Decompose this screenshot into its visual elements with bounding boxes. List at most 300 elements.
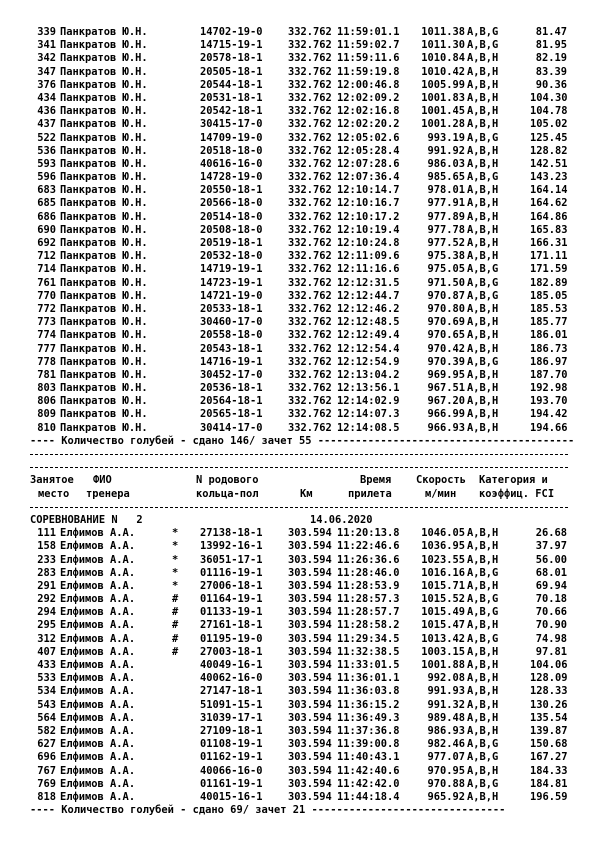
- table-row: [0, 356, 600, 369]
- cell-km: 332.762: [288, 355, 332, 368]
- cell-fci: 70.66: [535, 606, 567, 619]
- cell-place: 712: [37, 250, 56, 263]
- cell-ring: 01116-19-1: [200, 566, 263, 579]
- cell-speed: 992.08: [427, 672, 465, 685]
- table-row: [0, 778, 600, 791]
- cell-name: Панкратов Ю.Н.: [60, 171, 148, 184]
- cell-cat: A,B,H: [467, 672, 499, 685]
- section-1-table: [0, 26, 600, 435]
- table-row: [0, 237, 600, 250]
- cell-km: 332.762: [288, 316, 332, 329]
- table-row: [0, 791, 600, 804]
- header-place: Занятое: [30, 474, 74, 487]
- cell-name: Елфимов А.А.: [60, 659, 136, 671]
- cell-place: 683: [37, 184, 56, 197]
- cell-cat: A,B,H: [467, 408, 499, 421]
- cell-ring: 13992-16-1: [200, 540, 263, 553]
- cell-time: 11:44:18.4: [337, 790, 400, 803]
- cell-km: 303.594: [288, 540, 332, 553]
- cell-ring: 14702-19-0: [200, 26, 263, 38]
- cell-cat: A,B,G: [467, 131, 499, 144]
- cell-ring: 40049-16-1: [200, 659, 263, 671]
- cell-place: 761: [37, 276, 56, 289]
- cell-fci: 150.68: [530, 738, 568, 751]
- cell-km: 332.762: [288, 329, 332, 342]
- cell-fci: 69.94: [535, 579, 567, 592]
- cell-name: Панкратов Ю.Н.: [60, 197, 148, 210]
- cell-fci: 130.26: [530, 698, 568, 711]
- cell-speed: 993.19: [427, 131, 465, 144]
- cell-fci: 196.59: [530, 790, 568, 803]
- table-row: [0, 329, 600, 342]
- cell-time: 12:10:17.2: [337, 210, 400, 223]
- cell-place: 295: [37, 619, 56, 632]
- cell-km: 332.762: [288, 52, 332, 65]
- cell-speed: 978.01: [427, 184, 465, 197]
- cell-time: 11:28:46.0: [337, 566, 400, 579]
- cell-km: 332.762: [288, 368, 332, 381]
- cell-name: Елфимов А.А.: [60, 540, 136, 553]
- cell-km: 332.762: [288, 289, 332, 302]
- cell-speed: 1010.42: [421, 65, 465, 78]
- cell-cat: A,B,H: [467, 645, 499, 658]
- cell-time: 12:12:31.5: [337, 276, 400, 289]
- cell-km: 303.594: [288, 645, 332, 658]
- cell-place: 522: [37, 131, 56, 144]
- cell-name: Панкратов Ю.Н.: [60, 289, 148, 302]
- cell-time: 11:28:53.9: [337, 579, 400, 592]
- cell-time: 11:32:38.5: [337, 645, 400, 658]
- cell-fci: 167.27: [530, 751, 568, 764]
- cell-km: 303.594: [288, 790, 332, 803]
- cell-cat: A,B,H: [467, 52, 499, 65]
- cell-fci: 97.81: [535, 645, 567, 658]
- table-row: [0, 685, 600, 698]
- cell-fci: 192.98: [530, 382, 568, 395]
- cell-time: 11:59:02.7: [337, 39, 400, 52]
- cell-km: 303.594: [288, 764, 332, 777]
- cell-name: Панкратов Ю.Н.: [60, 342, 148, 355]
- divider: [0, 501, 600, 514]
- table-row: [0, 171, 600, 184]
- cell-place: 714: [37, 263, 56, 276]
- cell-ring: 20578-18-1: [200, 52, 263, 65]
- cell-ring: 01195-19-0: [200, 632, 263, 645]
- cell-km: 332.762: [288, 276, 332, 289]
- cell-name: Панкратов Ю.Н.: [60, 250, 148, 263]
- cell-fci: 128.09: [530, 672, 568, 685]
- cell-ring: 40616-16-0: [200, 157, 263, 170]
- cell-ring: 20542-18-1: [200, 105, 263, 118]
- cell-speed: 975.38: [427, 250, 465, 263]
- cell-name: Панкратов Ю.Н.: [60, 144, 148, 157]
- cell-km: 332.762: [288, 26, 332, 38]
- cell-name: Панкратов Ю.Н.: [60, 65, 148, 78]
- cell-ring: 20565-18-1: [200, 408, 263, 421]
- cell-cat: A,B,H: [467, 368, 499, 381]
- cell-place: 342: [37, 52, 56, 65]
- cell-time: 12:05:28.4: [337, 144, 400, 157]
- cell-speed: 977.89: [427, 210, 465, 223]
- cell-ring: 20558-18-0: [200, 329, 263, 342]
- cell-cat: A,B,H: [467, 790, 499, 803]
- cell-speed: 977.07: [427, 751, 465, 764]
- cell-ring: 14709-19-0: [200, 131, 263, 144]
- cell-name: Елфимов А.А.: [60, 566, 136, 579]
- header-km: Км: [300, 487, 313, 500]
- cell-km: 303.594: [288, 751, 332, 764]
- table-row: [0, 343, 600, 356]
- cell-speed: 971.50: [427, 276, 465, 289]
- cell-mark: #: [172, 619, 179, 632]
- cell-km: 303.594: [288, 606, 332, 619]
- cell-time: 12:14:07.3: [337, 408, 400, 421]
- cell-ring: 01108-19-1: [200, 738, 263, 751]
- cell-cat: A,B,H: [467, 65, 499, 78]
- cell-cat: A,B,H: [467, 382, 499, 395]
- cell-place: 291: [37, 579, 56, 592]
- cell-name: Панкратов Ю.Н.: [60, 118, 148, 131]
- cell-fci: 194.42: [530, 408, 568, 421]
- cell-time: 11:28:57.3: [337, 593, 400, 606]
- cell-km: 332.762: [288, 342, 332, 355]
- cell-name: Елфимов А.А.: [60, 645, 136, 658]
- cell-place: 773: [37, 316, 56, 329]
- cell-ring: 14719-19-1: [200, 263, 263, 276]
- cell-time: 12:14:02.9: [337, 395, 400, 408]
- table-row: [0, 725, 600, 738]
- cell-cat: A,B,H: [467, 421, 499, 434]
- cell-place: 436: [37, 105, 56, 118]
- cell-speed: 1036.95: [421, 540, 465, 553]
- cell-ring: 01133-19-1: [200, 606, 263, 619]
- cell-name: Елфимов А.А.: [60, 579, 136, 592]
- cell-time: 11:28:57.7: [337, 606, 400, 619]
- table-row: [0, 79, 600, 92]
- cell-time: 12:02:20.2: [337, 118, 400, 131]
- cell-speed: 1015.47: [421, 619, 465, 632]
- cell-place: 781: [37, 368, 56, 381]
- cell-fci: 184.33: [530, 764, 568, 777]
- cell-ring: 30452-17-0: [200, 368, 263, 381]
- cell-cat: A,B,H: [467, 724, 499, 737]
- table-row: [0, 540, 600, 553]
- cell-speed: 970.39: [427, 355, 465, 368]
- cell-time: 12:13:56.1: [337, 382, 400, 395]
- cell-place: 564: [37, 711, 56, 724]
- cell-speed: 1003.15: [421, 645, 465, 658]
- cell-place: 341: [37, 39, 56, 52]
- cell-fci: 186.73: [530, 342, 568, 355]
- cell-km: 303.594: [288, 593, 332, 606]
- cell-time: 12:12:54.9: [337, 355, 400, 368]
- cell-ring: 20518-18-0: [200, 144, 263, 157]
- cell-cat: A,B,G: [467, 777, 499, 790]
- cell-name: Елфимов А.А.: [60, 553, 136, 566]
- competition-header: [0, 514, 600, 527]
- cell-time: 11:59:11.6: [337, 52, 400, 65]
- table-row: [0, 567, 600, 580]
- footer-text: ---- Количество голубей - сдано 146/ зачет 55 -----------------------------------------: [30, 434, 575, 447]
- cell-name: Елфимов А.А.: [60, 632, 136, 645]
- cell-place: 685: [37, 197, 56, 210]
- cell-speed: 986.03: [427, 157, 465, 170]
- cell-ring: 20533-18-1: [200, 302, 263, 315]
- cell-speed: 966.93: [427, 421, 465, 434]
- table-row: [0, 250, 600, 263]
- cell-mark: *: [172, 553, 179, 566]
- cell-name: Елфимов А.А.: [60, 738, 136, 751]
- cell-speed: 970.88: [427, 777, 465, 790]
- cell-place: 437: [37, 118, 56, 131]
- cell-time: 11:42:42.0: [337, 777, 400, 790]
- cell-time: 12:10:16.7: [337, 197, 400, 210]
- cell-fci: 104.30: [530, 91, 568, 104]
- table-row: [0, 290, 600, 303]
- cell-speed: 991.93: [427, 685, 465, 698]
- cell-time: 12:12:48.5: [337, 316, 400, 329]
- footer-text: ---- Количество голубей - сдано 69/ зачет 21 -------------------------------: [30, 804, 506, 817]
- cell-fci: 37.97: [535, 540, 567, 553]
- cell-fci: 185.05: [530, 289, 568, 302]
- divider: [0, 461, 600, 474]
- cell-time: 11:22:46.6: [337, 540, 400, 553]
- cell-cat: A,B,H: [467, 553, 499, 566]
- cell-speed: 1001.28: [421, 118, 465, 131]
- cell-speed: 970.69: [427, 316, 465, 329]
- cell-ring: 27147-18-1: [200, 685, 263, 698]
- header-place-2: место: [38, 487, 70, 500]
- cell-name: Панкратов Ю.Н.: [60, 329, 148, 342]
- cell-speed: 975.05: [427, 263, 465, 276]
- table-row: [0, 580, 600, 593]
- cell-speed: 970.65: [427, 329, 465, 342]
- cell-name: Панкратов Ю.Н.: [60, 52, 148, 65]
- cell-km: 332.762: [288, 237, 332, 249]
- table-row: [0, 197, 600, 210]
- cell-time: 11:36:49.3: [337, 711, 400, 724]
- cell-place: 803: [37, 382, 56, 395]
- section-2-table: [0, 527, 600, 804]
- cell-time: 11:37:36.8: [337, 724, 400, 737]
- cell-km: 332.762: [288, 105, 332, 118]
- cell-km: 332.762: [288, 171, 332, 184]
- cell-km: 303.594: [288, 685, 332, 698]
- cell-speed: 1015.71: [421, 579, 465, 592]
- cell-ring: 20505-18-1: [200, 65, 263, 78]
- cell-name: Панкратов Ю.Н.: [60, 91, 148, 104]
- section-1-footer: [0, 435, 600, 448]
- cell-speed: 966.99: [427, 408, 465, 421]
- cell-place: 111: [37, 527, 56, 540]
- cell-speed: 1011.38: [421, 26, 465, 38]
- cell-ring: 31039-17-1: [200, 711, 263, 724]
- table-row: [0, 26, 600, 39]
- cell-cat: A,B,G: [467, 751, 499, 764]
- table-row: [0, 422, 600, 435]
- cell-fci: 128.33: [530, 685, 568, 698]
- cell-name: Панкратов Ю.Н.: [60, 276, 148, 289]
- cell-time: 12:10:24.8: [337, 237, 400, 249]
- cell-km: 332.762: [288, 263, 332, 276]
- results-document: [0, 26, 600, 817]
- section-2-footer: [0, 804, 600, 817]
- cell-speed: 1011.30: [421, 39, 465, 52]
- cell-fci: 186.01: [530, 329, 568, 342]
- cell-time: 11:28:58.2: [337, 619, 400, 632]
- cell-place: 407: [37, 645, 56, 658]
- cell-ring: 20514-18-0: [200, 210, 263, 223]
- cell-name: Елфимов А.А.: [60, 619, 136, 632]
- cell-place: 772: [37, 302, 56, 315]
- header-time-2: прилета: [348, 487, 392, 500]
- cell-km: 332.762: [288, 408, 332, 421]
- cell-name: Панкратов Ю.Н.: [60, 395, 148, 408]
- cell-mark: #: [172, 645, 179, 658]
- table-row: [0, 184, 600, 197]
- cell-km: 332.762: [288, 395, 332, 408]
- cell-place: 339: [37, 26, 56, 38]
- cell-fci: 143.23: [530, 171, 568, 184]
- cell-speed: 991.92: [427, 144, 465, 157]
- cell-place: 233: [37, 553, 56, 566]
- cell-time: 12:10:14.7: [337, 184, 400, 197]
- cell-cat: A,B,G: [467, 26, 499, 38]
- cell-fci: 128.82: [530, 144, 568, 157]
- cell-speed: 1001.45: [421, 105, 465, 118]
- cell-cat: A,B,G: [467, 738, 499, 751]
- cell-name: Елфимов А.А.: [60, 764, 136, 777]
- cell-fci: 104.06: [530, 659, 568, 671]
- cell-name: Панкратов Ю.Н.: [60, 421, 148, 434]
- table-row: [0, 277, 600, 290]
- cell-km: 303.594: [288, 619, 332, 632]
- cell-name: Елфимов А.А.: [60, 685, 136, 698]
- cell-place: 774: [37, 329, 56, 342]
- cell-ring: 40062-16-0: [200, 672, 263, 685]
- table-row: [0, 118, 600, 131]
- cell-ring: 27003-18-1: [200, 645, 263, 658]
- cell-name: Елфимов А.А.: [60, 777, 136, 790]
- cell-time: 12:02:09.2: [337, 91, 400, 104]
- cell-time: 12:11:16.6: [337, 263, 400, 276]
- header-time: Время: [360, 474, 392, 487]
- cell-name: Панкратов Ю.Н.: [60, 316, 148, 329]
- cell-mark: #: [172, 606, 179, 619]
- cell-fci: 185.53: [530, 302, 568, 315]
- cell-speed: 970.87: [427, 289, 465, 302]
- cell-speed: 1023.55: [421, 553, 465, 566]
- cell-km: 332.762: [288, 39, 332, 52]
- cell-fci: 83.39: [535, 65, 567, 78]
- cell-cat: A,B,G: [467, 263, 499, 276]
- cell-time: 12:12:49.4: [337, 329, 400, 342]
- cell-cat: A,B,H: [467, 302, 499, 315]
- table-row: [0, 132, 600, 145]
- cell-speed: 986.93: [427, 724, 465, 737]
- cell-place: 347: [37, 65, 56, 78]
- cell-speed: 977.52: [427, 237, 465, 249]
- cell-cat: A,B,H: [467, 711, 499, 724]
- cell-place: 769: [37, 777, 56, 790]
- cell-time: 11:29:34.5: [337, 632, 400, 645]
- cell-ring: 14721-19-0: [200, 289, 263, 302]
- cell-cat: A,B,H: [467, 342, 499, 355]
- cell-km: 303.594: [288, 777, 332, 790]
- cell-cat: A,B,G: [467, 39, 499, 52]
- cell-place: 806: [37, 395, 56, 408]
- cell-place: 777: [37, 342, 56, 355]
- cell-place: 818: [37, 790, 56, 803]
- cell-place: 292: [37, 593, 56, 606]
- cell-fci: 81.95: [535, 39, 567, 52]
- table-row: [0, 738, 600, 751]
- table-row: [0, 646, 600, 659]
- cell-speed: 970.80: [427, 302, 465, 315]
- column-header-line-2: [0, 488, 600, 501]
- cell-ring: 14716-19-1: [200, 355, 263, 368]
- cell-name: Панкратов Ю.Н.: [60, 26, 148, 38]
- cell-speed: 977.91: [427, 197, 465, 210]
- cell-mark: *: [172, 579, 179, 592]
- cell-place: 686: [37, 210, 56, 223]
- cell-fci: 186.97: [530, 355, 568, 368]
- cell-ring: 14723-19-1: [200, 276, 263, 289]
- cell-ring: 27138-18-1: [200, 527, 263, 540]
- header-ring-2: кольца-пол: [196, 487, 259, 500]
- cell-speed: 1015.49: [421, 606, 465, 619]
- cell-ring: 20543-18-1: [200, 342, 263, 355]
- cell-fci: 125.45: [530, 131, 568, 144]
- cell-name: Панкратов Ю.Н.: [60, 368, 148, 381]
- cell-km: 332.762: [288, 302, 332, 315]
- cell-ring: 20544-18-1: [200, 78, 263, 91]
- cell-place: 582: [37, 724, 56, 737]
- cell-km: 332.762: [288, 382, 332, 395]
- cell-ring: 20550-18-1: [200, 184, 263, 197]
- cell-place: 696: [37, 751, 56, 764]
- cell-name: Панкратов Ю.Н.: [60, 263, 148, 276]
- cell-place: 283: [37, 566, 56, 579]
- cell-time: 12:10:19.4: [337, 223, 400, 236]
- cell-speed: 965.92: [427, 790, 465, 803]
- cell-time: 12:12:44.7: [337, 289, 400, 302]
- table-row: [0, 606, 600, 619]
- cell-cat: A,B,H: [467, 659, 499, 671]
- cell-fci: 164.86: [530, 210, 568, 223]
- cell-speed: 989.48: [427, 711, 465, 724]
- divider: [0, 448, 600, 461]
- cell-fci: 90.36: [535, 78, 567, 91]
- cell-time: 12:12:46.2: [337, 302, 400, 315]
- header-ring: N родового: [196, 474, 259, 487]
- cell-mark: #: [172, 593, 179, 606]
- cell-place: 778: [37, 355, 56, 368]
- cell-place: 294: [37, 606, 56, 619]
- cell-speed: 1001.83: [421, 91, 465, 104]
- cell-time: 12:02:16.8: [337, 105, 400, 118]
- cell-cat: A,B,H: [467, 223, 499, 236]
- cell-ring: 01162-19-1: [200, 751, 263, 764]
- cell-cat: A,B,G: [467, 276, 499, 289]
- cell-ring: 36051-17-1: [200, 553, 263, 566]
- cell-name: Панкратов Ю.Н.: [60, 210, 148, 223]
- header-speed-2: м/мин: [425, 487, 457, 500]
- cell-name: Елфимов А.А.: [60, 698, 136, 711]
- cell-mark: *: [172, 540, 179, 553]
- cell-time: 11:33:01.5: [337, 659, 400, 671]
- cell-cat: A,B,H: [467, 184, 499, 197]
